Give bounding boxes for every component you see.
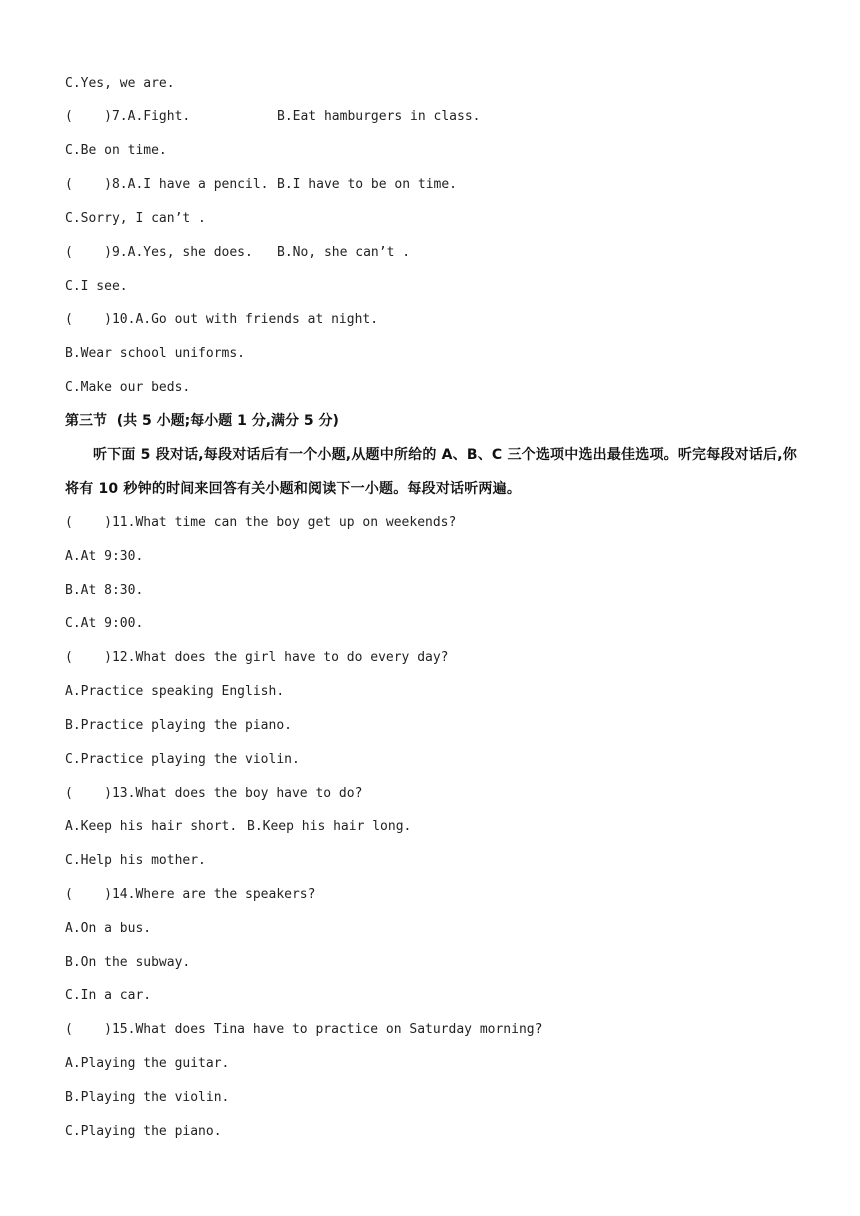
q10-question: ( )10.A.Go out with friends at night. (65, 312, 379, 327)
q11-option-b: B.At 8:30. (65, 583, 144, 598)
q15-option-b: B.Playing the violin. (65, 1090, 230, 1105)
q14-option-a: A.On a bus. (65, 921, 152, 936)
q7-option-b: B.Eat hamburgers in class. (277, 109, 481, 124)
q7-option-a: ( )7.A.Fight. (65, 109, 191, 124)
q10-option-b: B.Wear school uniforms. (65, 346, 246, 361)
q8-option-c: C.Sorry, I can’t . (65, 211, 206, 226)
q7-row (65, 108, 481, 126)
q9-row (65, 244, 410, 262)
q14-question: ( )14.Where are the speakers? (65, 887, 316, 902)
q9-option-c: C.I see. (65, 279, 128, 294)
section-instructions: 听下面 5 段对话,每段对话后有一个小题,从题中所给的 A、B、C 三个选项中选出最佳选项。听完每段对话后,你将有 10 秒钟的时间来回答有关小题和阅读下一小题。每段对话听两遍。 (65, 447, 797, 497)
q14-option-c: C.In a car. (65, 988, 152, 1003)
q14-option-b: B.On the subway. (65, 955, 191, 970)
q6-option-c: C.Yes, we are. (65, 76, 175, 91)
section-title: 第三节 (共 5 小题;每小题 1 分,满分 5 分) (65, 413, 339, 429)
q15-question: ( )15.What does Tina have to practice on Saturday morning? (65, 1022, 543, 1037)
q13-option-b: B.Keep his hair long. (247, 819, 412, 834)
q11-option-c: C.At 9:00. (65, 616, 144, 631)
q13-question: ( )13.What does the boy have to do? (65, 786, 363, 801)
q12-question: ( )12.What does the girl have to do every day? (65, 650, 449, 665)
q13-option-c: C.Help his mother. (65, 853, 206, 868)
q12-option-c: C.Practice playing the violin. (65, 752, 300, 767)
q11-option-a: A.At 9:30. (65, 549, 144, 564)
q13-option-a: A.Keep his hair short. (65, 819, 238, 834)
q13-row (65, 818, 411, 836)
q9-option-b: B.No, she can’t . (277, 245, 411, 260)
q12-option-a: A.Practice speaking English. (65, 684, 285, 699)
q8-option-b: B.I have to be on time. (277, 177, 458, 192)
q9-option-a: ( )9.A.Yes, she does. (65, 245, 253, 260)
q12-option-b: B.Practice playing the piano. (65, 718, 292, 733)
q11-question: ( )11.What time can the boy get up on weekends? (65, 515, 457, 530)
q8-row (65, 176, 457, 194)
q7-option-c: C.Be on time. (65, 143, 167, 158)
q8-option-a: ( )8.A.I have a pencil. (65, 177, 269, 192)
q10-option-c: C.Make our beds. (65, 380, 191, 395)
q15-option-a: A.Playing the guitar. (65, 1056, 230, 1071)
q15-option-c: C.Playing the piano. (65, 1124, 222, 1139)
